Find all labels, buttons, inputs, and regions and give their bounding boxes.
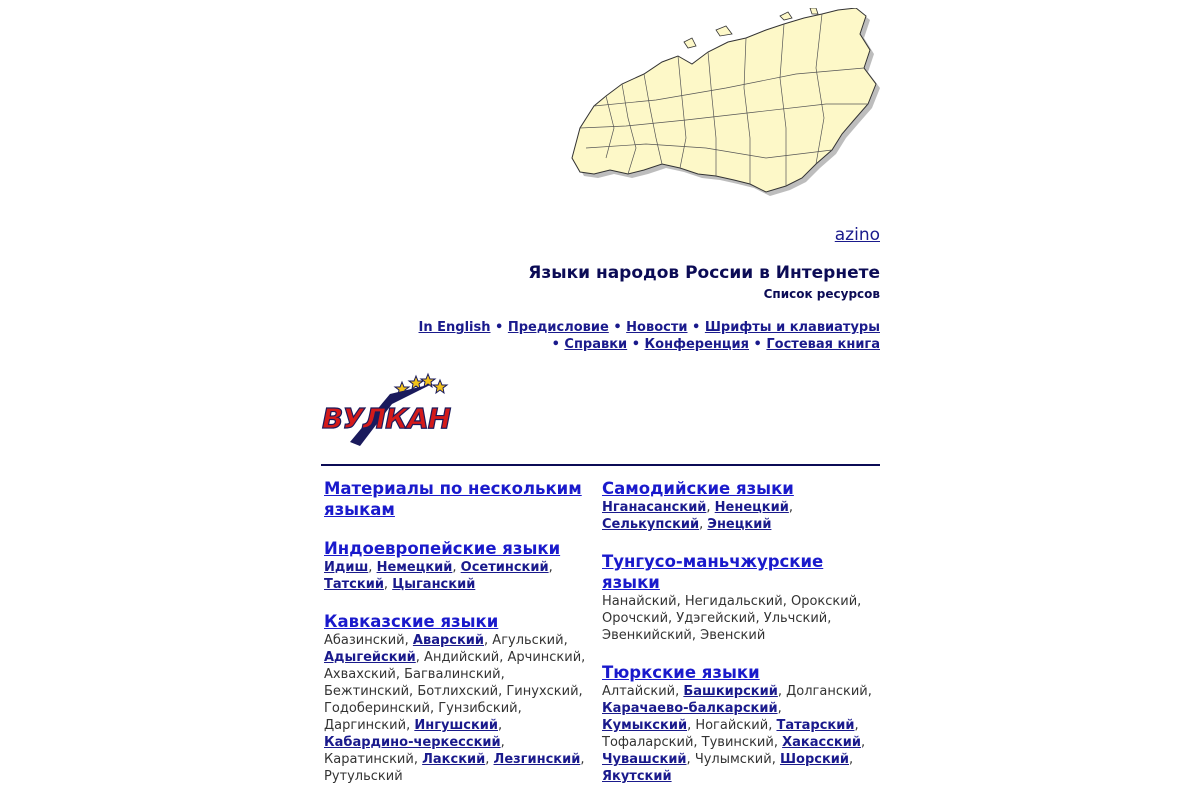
nav-link-conference[interactable]: Конференция: [644, 337, 749, 352]
language-link[interactable]: Осетинский: [460, 560, 549, 575]
nav-separator: •: [631, 337, 641, 352]
main-nav: [419, 319, 880, 353]
language-group: [324, 478, 594, 520]
language-list: Идиш, Немецкий, Осетинский, Татский, Цыганский: [324, 560, 553, 592]
language-link[interactable]: Нганасанский: [602, 500, 707, 515]
language-name: Годоберинский: [324, 701, 430, 716]
page-title: Языки народов России в Интернете: [528, 263, 880, 283]
nav-link-references[interactable]: Справки: [564, 337, 628, 352]
language-name: Агульский: [492, 633, 564, 648]
language-name: Орокский: [790, 594, 858, 609]
nav-row-1: [419, 319, 880, 336]
language-name: Долганский: [786, 684, 868, 699]
language-list: Нганасанский, Ненецкий, Селькупский, Энецкий: [602, 500, 793, 532]
language-group-heading-link[interactable]: Самодийские языки: [602, 479, 794, 498]
language-group: [324, 611, 594, 785]
language-link[interactable]: Чувашский: [602, 752, 687, 767]
vulkan-logo[interactable]: [320, 370, 472, 450]
language-name: Ахвахский: [324, 667, 396, 682]
language-group: [602, 551, 872, 644]
language-list: Абазинский, Аварский, Агульский, Адыгейский, Андийский, Арчинский, Ахвахский, Багвалинский, Бежтинский, Ботлихский, Гинухский, Годоберинский, Гунзибский, Даргинский, Ингушский, Кабардино-черкесский, Каратинский, Лакский, Лезгинский, Рутульский: [324, 633, 586, 784]
language-link[interactable]: Идиш: [324, 560, 369, 575]
language-name: Удэгейский: [676, 611, 756, 626]
language-name: Негидальский: [684, 594, 783, 609]
nav-separator: •: [613, 320, 622, 335]
logo-text: ВУЛКАН: [322, 402, 451, 435]
language-link[interactable]: Лакский: [422, 752, 486, 767]
language-link[interactable]: Башкирский: [683, 684, 778, 699]
nav-separator: •: [692, 320, 701, 335]
language-group: [602, 478, 872, 533]
nav-separator: •: [753, 337, 762, 352]
nav-link-preface[interactable]: Предисловие: [507, 320, 609, 335]
language-link[interactable]: Татарский: [776, 718, 855, 733]
nav-separator: •: [495, 320, 504, 335]
language-name: Гунзибский: [438, 701, 518, 716]
language-link[interactable]: Якутский: [602, 769, 672, 784]
language-name: Нанайский: [602, 594, 677, 609]
language-link[interactable]: Хакасский: [782, 735, 861, 750]
language-link[interactable]: Селькупский: [602, 517, 700, 532]
language-link[interactable]: Карачаево-балкарский: [602, 701, 778, 716]
language-link[interactable]: Ненецкий: [714, 500, 789, 515]
azino-link[interactable]: azino: [834, 225, 880, 245]
language-name: Арчинский: [507, 650, 582, 665]
language-name: Рутульский: [324, 769, 403, 784]
language-link[interactable]: Лезгинский: [493, 752, 581, 767]
language-group-heading-link[interactable]: Тунгусо-маньчжурские языки: [602, 552, 824, 592]
language-name: Чулымский: [694, 752, 772, 767]
language-link[interactable]: Аварский: [412, 633, 485, 648]
language-link[interactable]: Шорский: [779, 752, 850, 767]
language-name: Абазинский: [324, 633, 405, 648]
language-link[interactable]: Адыгейский: [324, 650, 416, 665]
language-link[interactable]: Ингушский: [414, 718, 499, 733]
language-link[interactable]: Кабардино-черкесский: [324, 735, 501, 750]
language-name: Алтайский: [602, 684, 676, 699]
language-link[interactable]: Немецкий: [376, 560, 453, 575]
language-group-heading-link[interactable]: Материалы по нескольким языкам: [324, 479, 582, 519]
nav-link-english[interactable]: In English: [418, 320, 491, 335]
nav-link-guestbook[interactable]: Гостевая книга: [766, 337, 880, 352]
language-name: Тофаларский: [602, 735, 694, 750]
language-link[interactable]: Кумыкский: [602, 718, 688, 733]
content-divider: [321, 464, 880, 466]
language-list: Алтайский, Башкирский, Долганский, Карачаево-балкарский, Кумыкский, Ногайский, Татарский, Тофаларский, Тувинский, Хакасский, Чувашский, Чулымский, Шорский, Якутский: [602, 684, 872, 784]
right-column: [602, 478, 872, 803]
language-name: Эвенский: [700, 628, 766, 643]
language-link[interactable]: Татский: [324, 577, 384, 592]
language-name: Каратинский: [324, 752, 414, 767]
language-group-heading-link[interactable]: Тюркские языки: [602, 663, 760, 682]
language-group: [324, 538, 594, 593]
language-name: Багвалинский: [404, 667, 501, 682]
language-link[interactable]: Энецкий: [707, 517, 772, 532]
language-name: Гинухский: [506, 684, 579, 699]
language-name: Ульчский: [763, 611, 828, 626]
nav-row-2: [419, 336, 880, 353]
russia-map-image: [566, 8, 882, 204]
nav-link-fonts[interactable]: Шрифты и клавиатуры: [704, 320, 880, 335]
language-group-heading-link[interactable]: Индоевропейские языки: [324, 539, 561, 558]
language-name: Бежтинский: [324, 684, 410, 699]
language-group-heading-link[interactable]: Кавказские языки: [324, 612, 499, 631]
nav-link-news[interactable]: Новости: [626, 320, 688, 335]
language-list: Нанайский, Негидальский, Орокский, Орочский, Удэгейский, Ульчский, Эвенкийский, Эвенский: [602, 594, 862, 643]
language-name: Тувинский: [701, 735, 774, 750]
language-group: [602, 662, 872, 785]
language-name: Андийский: [424, 650, 500, 665]
language-name: Ногайский: [695, 718, 769, 733]
language-name: Даргинский: [324, 718, 407, 733]
nav-separator: •: [551, 337, 560, 352]
language-name: Эвенкийский: [602, 628, 692, 643]
left-column: [324, 478, 594, 803]
language-link[interactable]: Цыганский: [392, 577, 476, 592]
language-name: Ботлихский: [417, 684, 499, 699]
language-name: Орочский: [602, 611, 669, 626]
page-subtitle: Список ресурсов: [763, 287, 880, 301]
